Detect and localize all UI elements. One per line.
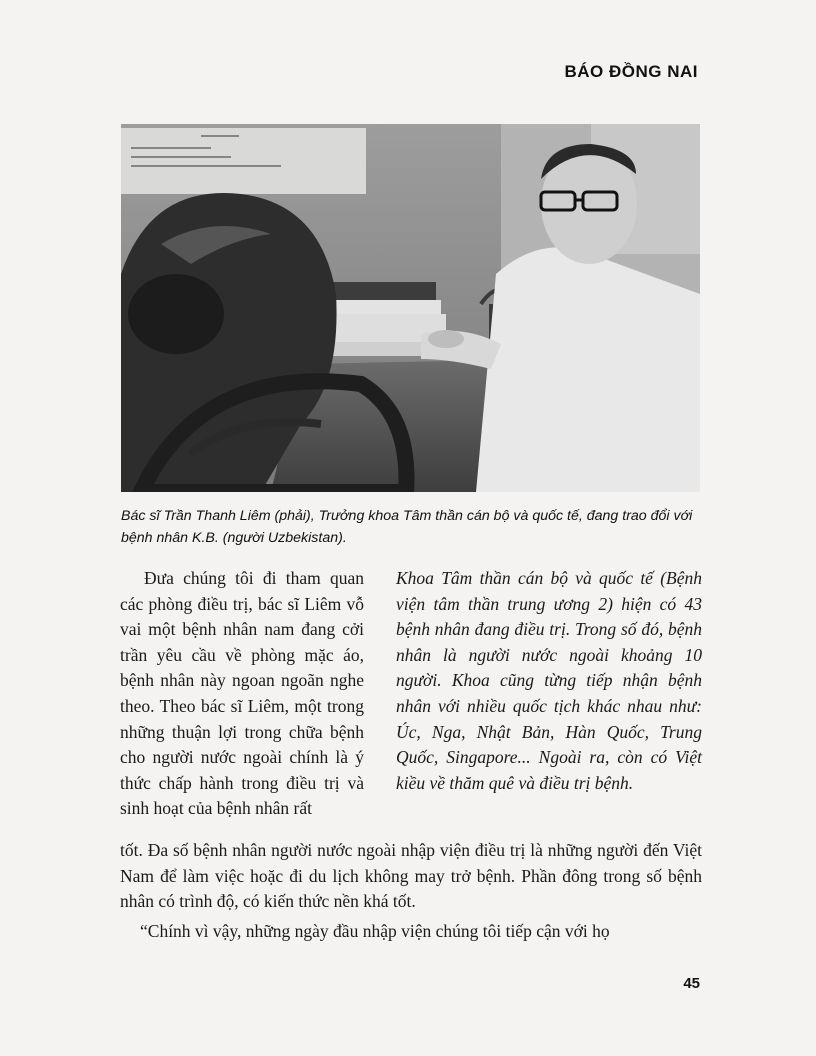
photo-caption: Bác sĩ Trần Thanh Liêm (phải), Trưởng khoa Tâm thần cán bộ và quốc tế, đang trao đổi với bệnh nhân K.B. (người Uzbekistan).: [121, 508, 693, 546]
photo-doctor-patient-icon: [121, 124, 700, 492]
publication-title: BÁO ĐỒNG NAI: [564, 62, 698, 81]
paragraph-quote: “Chính vì vậy, những ngày đầu nhập viện chúng tôi tiếp cận với họ: [140, 920, 610, 941]
article-photo: [121, 124, 700, 492]
left-column: [120, 566, 364, 822]
left-column-text: Đưa chúng tôi đi tham quan các phòng điều trị, bác sĩ Liêm vỗ vai một bệnh nhân nam đang cởi trần yêu cầu về phòng mặc áo, bệnh nhân này ngoan ngoãn nghe theo. Theo bác sĩ Liêm, một trong những thuận lợi trong chữa bệnh cho người nước ngoài chính là ý thức chấp hành trong điều trị và sinh hoạt của bệnh nhân rất: [120, 568, 364, 819]
full-width-text: [120, 838, 702, 944]
right-column-sidebar: [396, 566, 702, 796]
paragraph-continuation: tốt. Đa số bệnh nhân người nước ngoài nhập viện điều trị là những người đến Việt Nam để làm việc hoặc đi du lịch không may trở bệnh. Phần đông trong số bệnh nhân có trình độ, có kiến thức nền khá tốt.: [120, 840, 702, 912]
page-number: 45: [683, 975, 700, 992]
sidebar-text: Khoa Tâm thần cán bộ và quốc tế (Bệnh viện tâm thần trung ương 2) hiện có 43 bệnh nhân đang điều trị. Trong số đó, bệnh nhân là người nước ngoài khoảng 10 người. Khoa cũng từng tiếp nhận bệnh nhân với nhiều quốc tịch khác nhau như: Úc, Nga, Nhật Bản, Hàn Quốc, Trung Quốc, Singapore... Ngoài ra, còn có Việt kiều về thăm quê và điều trị bệnh.: [396, 568, 702, 793]
